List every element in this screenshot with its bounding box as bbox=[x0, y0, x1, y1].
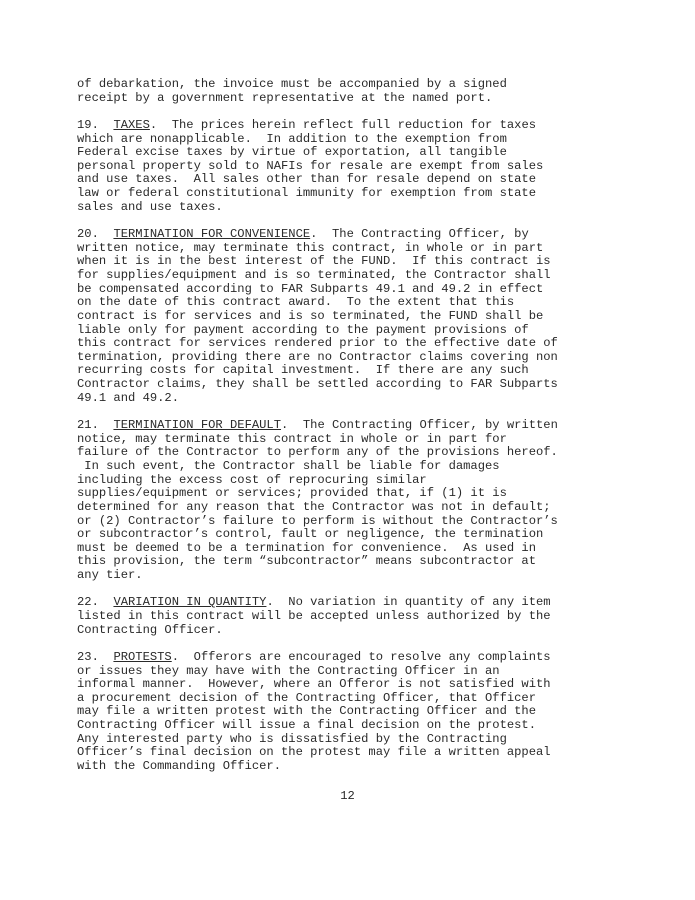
section-number: 22. bbox=[77, 595, 99, 610]
text-line: informal manner. However, where an Offeror is not satisfied with bbox=[77, 677, 551, 692]
text-line: of debarkation, the invoice must be accompanied by a signed bbox=[77, 77, 507, 91]
text-line: any tier. bbox=[77, 568, 143, 583]
text-line: or subcontractor’s control, fault or negligence, the termination bbox=[77, 527, 544, 542]
text-line: determined for any reason that the Contractor was not in default; bbox=[77, 499, 551, 514]
text-line: failure of the Contractor to perform any of the provisions hereof. bbox=[77, 445, 558, 460]
section-number: 19. bbox=[77, 117, 99, 132]
section-first-line bbox=[77, 419, 637, 433]
text-line: on the date of this contract award. To the extent that this bbox=[77, 295, 515, 310]
text-line: Any interested party who is dissatisfied by the Contracting bbox=[77, 731, 507, 746]
text-line: written notice, may terminate this contract, in whole or in part bbox=[77, 240, 544, 255]
text-line: notice, may terminate this contract in whole or in part for bbox=[77, 431, 507, 446]
section-first-line bbox=[77, 651, 637, 665]
section-first-line bbox=[77, 596, 637, 610]
text-line: which are nonapplicable. In addition to the exemption from bbox=[77, 131, 507, 146]
section-first-line bbox=[77, 228, 637, 242]
document-page bbox=[77, 78, 637, 787]
text-line: Contracting Officer will issue a final decision on the protest. bbox=[77, 718, 536, 733]
text-line: 49.1 and 49.2. bbox=[77, 390, 179, 405]
section-19 bbox=[77, 119, 637, 214]
text-line: with the Commanding Officer. bbox=[77, 759, 281, 774]
section-text: . The prices herein reflect full reduction for taxes bbox=[149, 117, 537, 132]
text-line: Contractor claims, they shall be settled according to FAR Subparts bbox=[77, 377, 558, 392]
text-line: or (2) Contractor’s failure to perform is without the Contractor’s bbox=[77, 513, 558, 528]
text-line: including the excess cost of reprocuring similar bbox=[77, 472, 427, 487]
section-heading: TAXES bbox=[113, 117, 150, 132]
section-text: . The Contracting Officer, by bbox=[310, 227, 529, 242]
text-line: In such event, the Contractor shall be liable for damages bbox=[77, 458, 500, 473]
section-text: . The Contracting Officer, by written bbox=[281, 418, 558, 433]
text-line: receipt by a government representative at the named port. bbox=[77, 90, 493, 105]
section-text: . No variation in quantity of any item bbox=[266, 595, 551, 610]
continuation-paragraph bbox=[77, 78, 637, 105]
text-line: for supplies/equipment and is so terminated, the Contractor shall bbox=[77, 267, 551, 282]
text-line: may file a written protest with the Contracting Officer and the bbox=[77, 704, 536, 719]
text-line: must be deemed to be a termination for convenience. As used in bbox=[77, 540, 536, 555]
text-line: and use taxes. All sales other than for resale depend on state bbox=[77, 172, 536, 187]
text-line: sales and use taxes. bbox=[77, 199, 223, 214]
section-first-line bbox=[77, 119, 637, 133]
section-number: 20. bbox=[77, 227, 99, 242]
text-line: contract is for services and is so terminated, the FUND shall be bbox=[77, 308, 544, 323]
section-heading: TERMINATION FOR CONVENIENCE bbox=[113, 227, 311, 242]
section-heading: VARIATION IN QUANTITY bbox=[113, 595, 267, 610]
text-line: Officer’s final decision on the protest may file a written appeal bbox=[77, 745, 551, 760]
section-20 bbox=[77, 228, 637, 405]
text-line: supplies/equipment or services; provided that, if (1) it is bbox=[77, 486, 507, 501]
section-22 bbox=[77, 596, 637, 637]
section-text: . Offerors are encouraged to resolve any complaints bbox=[171, 649, 551, 664]
text-line: this provision, the term “subcontractor” means subcontractor at bbox=[77, 554, 536, 569]
text-line: a procurement decision of the Contracting Officer, that Officer bbox=[77, 690, 536, 705]
text-line: when it is in the best interest of the FUND. If this contract is bbox=[77, 254, 551, 269]
text-line: termination, providing there are no Contractor claims covering non bbox=[77, 349, 558, 364]
section-23 bbox=[77, 651, 637, 774]
section-heading: PROTESTS bbox=[113, 649, 172, 664]
text-line: or issues they may have with the Contracting Officer in an bbox=[77, 663, 500, 678]
text-line: personal property sold to NAFIs for resale are exempt from sales bbox=[77, 158, 544, 173]
page-number: 12 bbox=[340, 789, 355, 803]
text-line: liable only for payment according to the payment provisions of bbox=[77, 322, 529, 337]
text-line: Federal excise taxes by virtue of exportation, all tangible bbox=[77, 145, 507, 160]
section-heading: TERMINATION FOR DEFAULT bbox=[113, 418, 282, 433]
text-line: law or federal constitutional immunity for exemption from state bbox=[77, 186, 536, 201]
text-line: Contracting Officer. bbox=[77, 622, 223, 637]
text-line: be compensated according to FAR Subparts 49.1 and 49.2 in effect bbox=[77, 281, 544, 296]
text-line: this contract for services rendered prior to the effective date of bbox=[77, 336, 558, 351]
section-number: 21. bbox=[77, 418, 99, 433]
section-21 bbox=[77, 419, 637, 583]
text-line: recurring costs for capital investment. If there are any such bbox=[77, 363, 529, 378]
section-number: 23. bbox=[77, 649, 99, 664]
text-line: listed in this contract will be accepted unless authorized by the bbox=[77, 608, 551, 623]
